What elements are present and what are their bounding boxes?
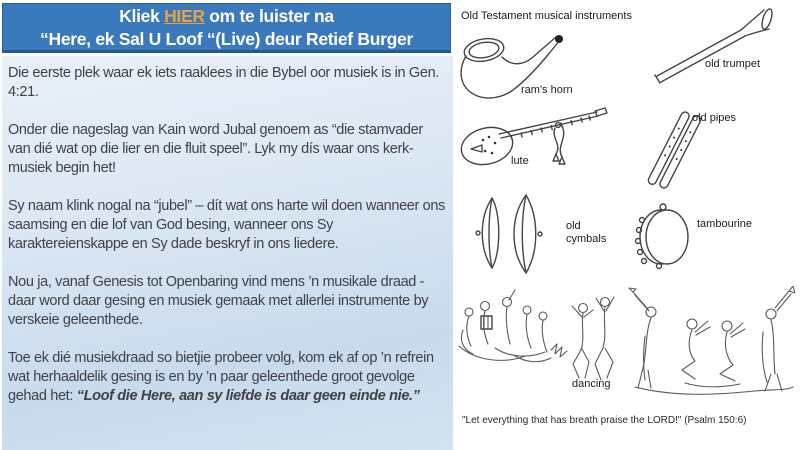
paragraph-3: Sy naam klink nogal na “jubel” – dít wat ons harte wil doen wanneer ons saamsing en die lof van God besing, wanneer ons Sy karaktereienskappe en Sy dade beskryf in ons liedere. (8, 198, 445, 252)
psalm-caption: "Let everything that has breath praise the LORD!" (Psalm 150:6) (462, 415, 747, 426)
old-trumpet-drawing (651, 6, 776, 86)
paragraph-5 (8, 349, 447, 406)
banner-line1-pre: Kliek (119, 6, 165, 26)
banner-line2: “Here, ek Sal U Loof “(Live) deur Retief Burger (40, 29, 413, 49)
banner-line1-post: om te luister na (204, 6, 334, 26)
paragraph-2: Onder die nageslag van Kain word Jubal genoem as “die stamvader van dié wat op die lier en die fluit speel”. Lyk my dís waar ons kerk-musiek begin het! (8, 122, 423, 176)
lute-label: lute (511, 155, 529, 167)
hier-link[interactable]: HIER (164, 6, 205, 26)
banner-line1 (3, 5, 450, 28)
dancing-drawing (455, 286, 795, 404)
old-trumpet-label: old trumpet (705, 58, 761, 70)
old-cymbals-label: old cymbals (566, 220, 607, 245)
refrain-quote: “Loof die Here, aan sy liefde is daar geen einde nie.” (76, 388, 420, 404)
paragraph-5-text: Toe ek dié musiekdraad so bietjie probeer volg, kom ek af op ’n refrein wat herhaaldelik gesing is en by ’n paar geleenthede groot gevolge gehad het: (8, 350, 434, 404)
dancing-label: dancing (572, 378, 611, 390)
illustration-title: Old Testament musical instruments (461, 10, 632, 22)
old-pipes-label: old pipes (692, 112, 737, 124)
old-cymbals-drawing (471, 193, 556, 275)
lute-drawing (459, 104, 609, 174)
paragraph-1: Die eerste plek waar ek iets raaklees in die Bybel oor musiek is in Gen. 4:21. (8, 65, 439, 100)
tambourine-drawing (634, 200, 694, 272)
body-text-panel (2, 56, 453, 450)
tambourine-label: tambourine (697, 218, 753, 230)
instruments-illustration (455, 0, 800, 450)
audio-link-banner (2, 3, 451, 53)
rams-horn-label: ram's horn (521, 84, 573, 96)
paragraph-4: Nou ja, vanaf Genesis tot Openbaring vind mens ’n musikale draad - daar word daar gesing en musiek gemaak met allerlei instrumente by verskeie geleenthede. (8, 274, 429, 328)
